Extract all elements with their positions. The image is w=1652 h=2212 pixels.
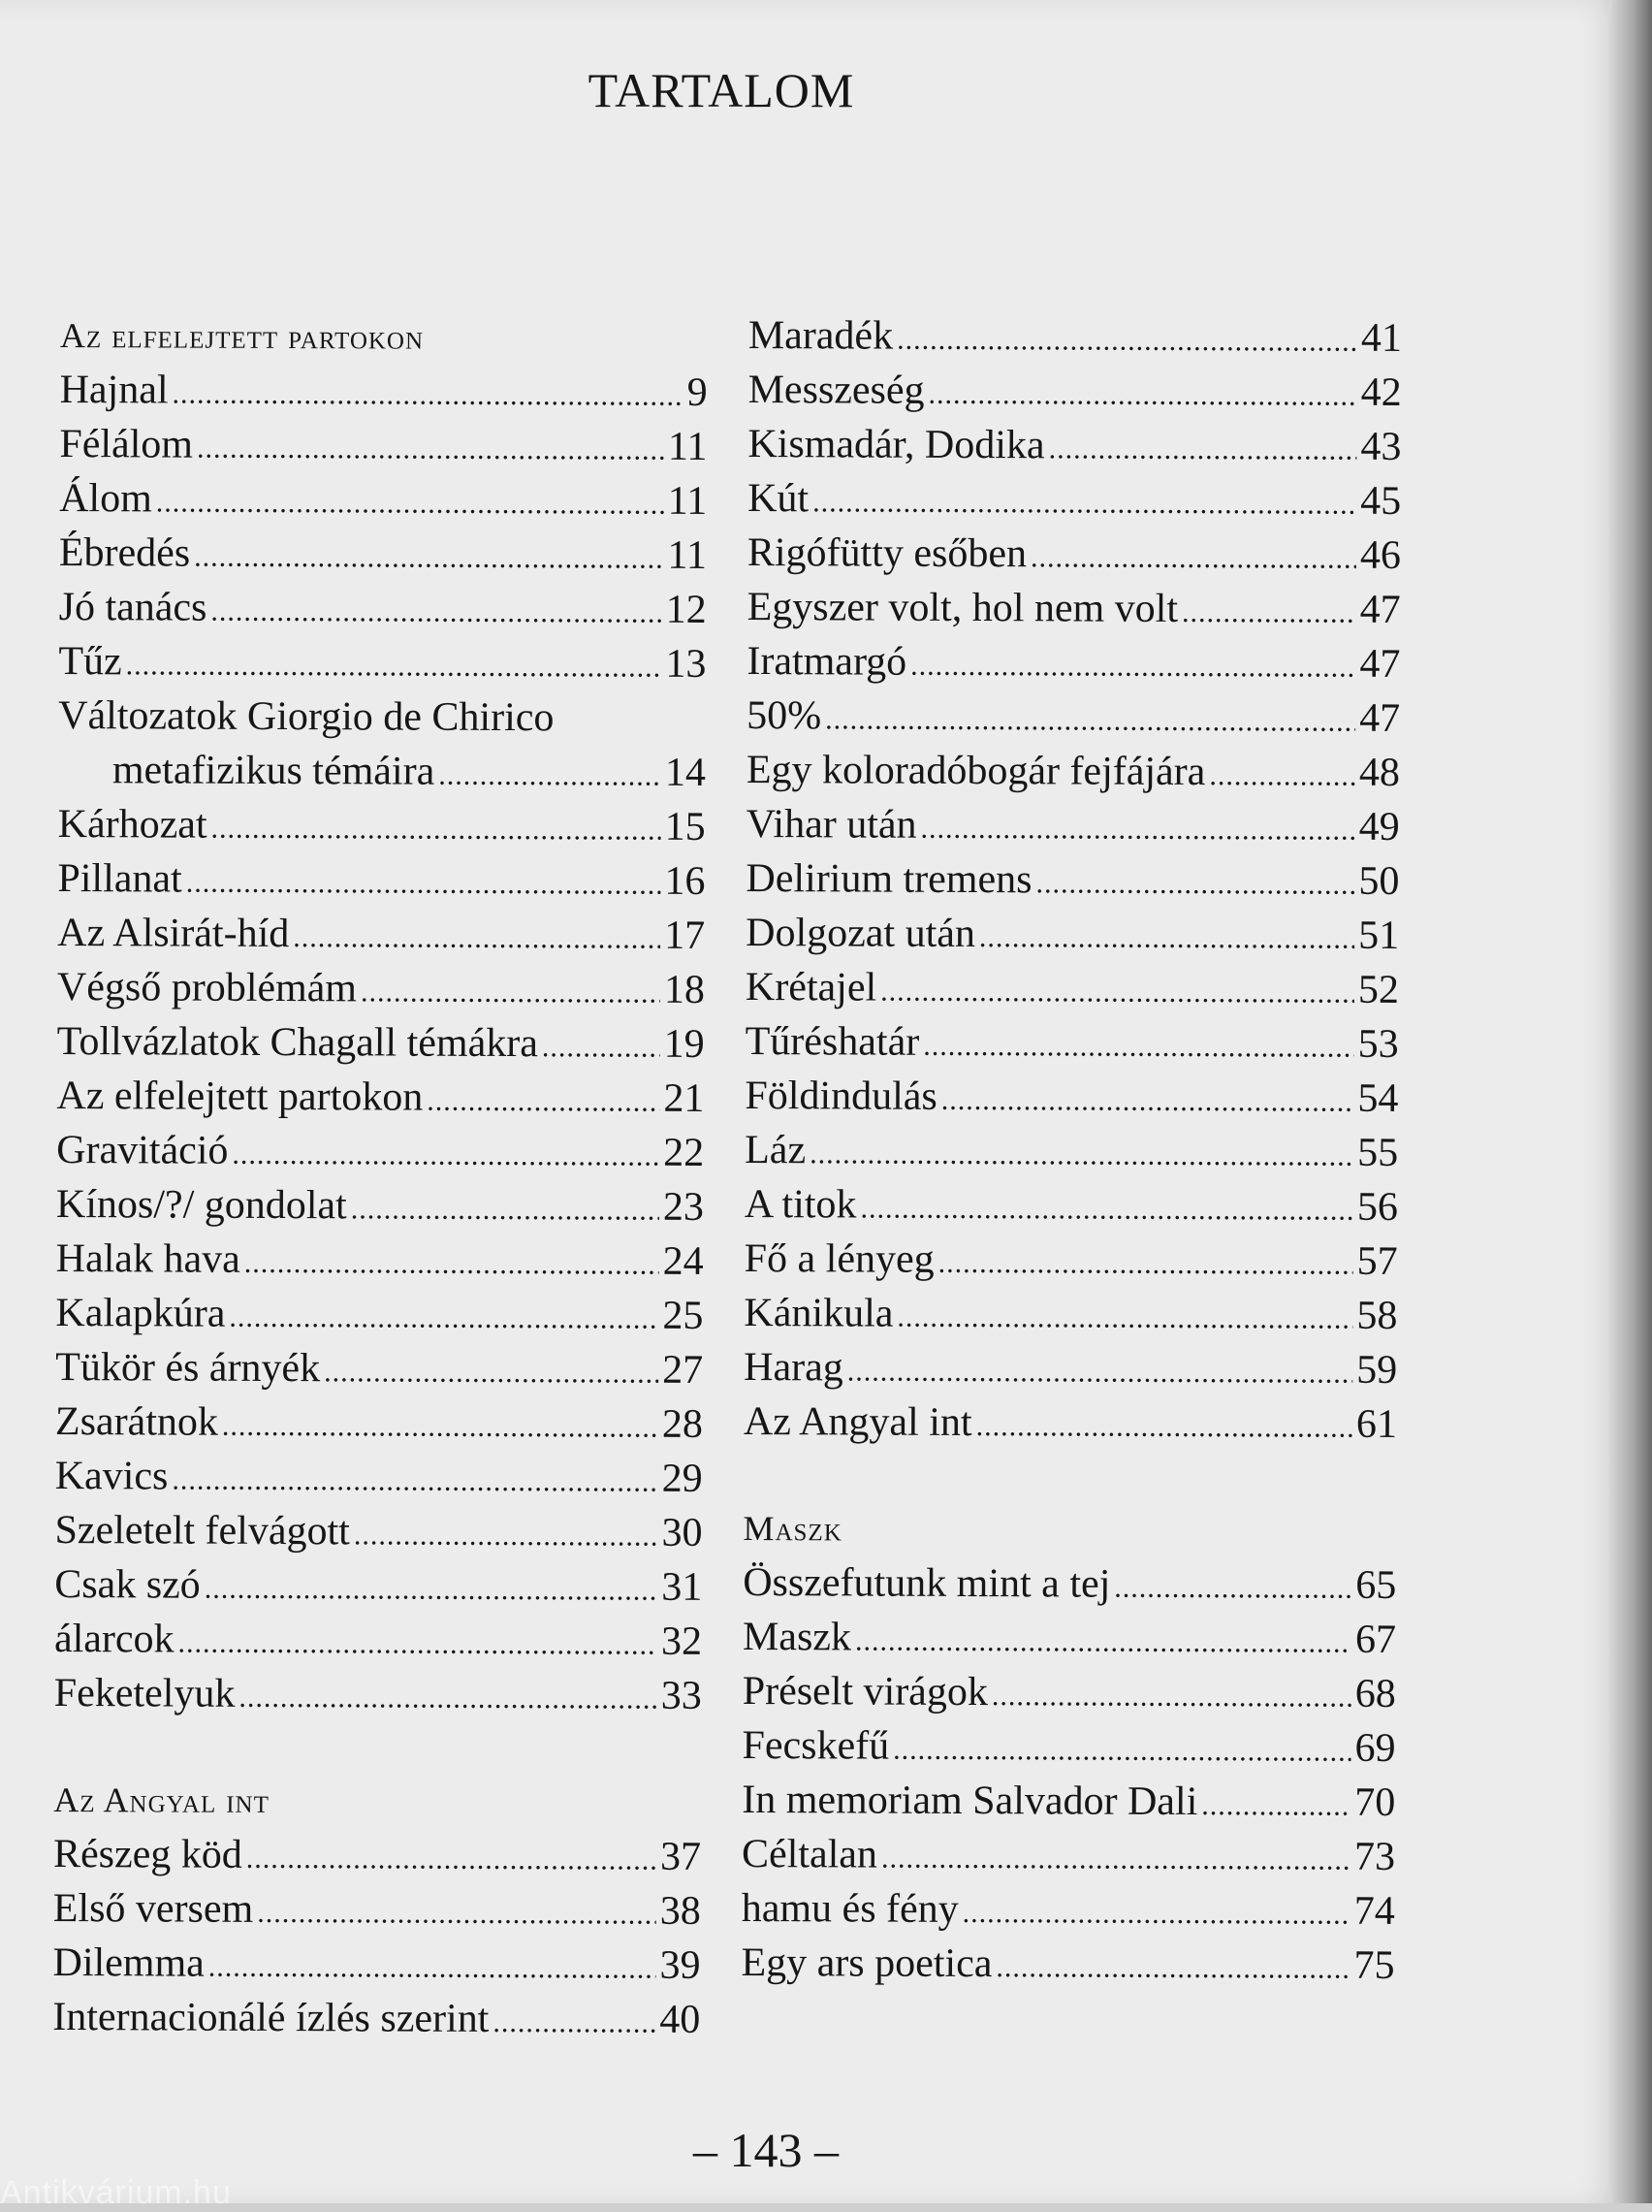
toc-entry [56,1232,704,1289]
toc-entry [59,526,707,583]
dot-leader [542,1020,660,1075]
toc-entry-page: 50 [1358,858,1400,904]
toc-entry [745,1177,1398,1234]
toc-entry-title: Tollvázlatok Chagall témákra [56,1018,539,1067]
toc-entry [747,743,1400,800]
dot-leader [246,1832,656,1888]
dot-leader [177,1617,657,1673]
toc-entry [55,1340,703,1397]
toc-entry-title: Az elfelejtett partokon [56,1073,424,1120]
toc-entry-title: Feketelyuk [53,1670,236,1716]
dot-leader [210,802,660,858]
toc-entry-title: Egy ars poetica [741,1940,993,1987]
toc-entry-title: Az Alsirát-híd [57,910,290,957]
toc-entry-page: 9 [686,369,708,415]
dot-leader [893,1723,1351,1779]
toc-entry [57,960,705,1017]
page-number: – 143 – [693,2123,839,2177]
toc-entry [747,634,1400,691]
toc-entry [747,417,1401,474]
toc-entry-title: Rigófütty esőben [747,529,1028,577]
toc-entry-page: 43 [1360,424,1402,469]
toc-entry-title: Maszk [742,1614,852,1660]
toc-entry-page: 31 [661,1564,703,1610]
dot-leader [855,1614,1351,1670]
toc-entry-page: 18 [663,967,706,1012]
toc-entry-page: 67 [1354,1617,1397,1662]
toc-entry-title: Kárhozat [57,801,207,848]
toc-entry [52,1990,700,2047]
toc-entry-page: 57 [1356,1238,1398,1284]
toc-entry [52,1936,700,1993]
toc-entry-page: 75 [1353,1942,1395,1988]
dot-leader [222,1399,658,1456]
toc-entry [53,1881,701,1939]
dot-leader [244,1236,659,1293]
toc-entry-page: 55 [1357,1130,1399,1175]
toc-entry [55,1395,703,1452]
toc-entry [54,1557,702,1615]
toc-entry-page: 56 [1356,1184,1399,1230]
toc-entry-page: 13 [665,641,707,687]
toc-entry [54,1503,702,1560]
toc-entry-page: 28 [661,1401,704,1447]
toc-entry [748,308,1402,366]
toc-entry-page: 11 [667,532,707,578]
toc-entry [53,1827,701,1884]
dot-leader [975,1399,1352,1456]
toc-entry [56,1069,704,1126]
toc-entry [743,1610,1396,1667]
toc-entry-title: Tűz [58,638,122,685]
toc-entry [745,1232,1398,1289]
dot-leader [1035,856,1354,912]
toc-entry [744,1286,1397,1343]
toc-entry [55,1286,703,1343]
toc-entry-title: Delirium tremens [746,855,1032,903]
toc-entry-page: 45 [1360,478,1402,524]
toc-entry-title: hamu és fény [741,1885,959,1932]
toc-entry-title: Maradék [747,312,894,359]
toc-entry [60,363,708,420]
dot-leader [172,1454,658,1510]
dot-leader [1182,586,1356,641]
toc-entry-page: 49 [1358,804,1400,850]
toc-entry-title: Álom [59,475,152,522]
dot-leader [1201,1779,1350,1834]
toc-entry-title: Préselt virágok [742,1668,988,1715]
dot-leader [847,1344,1353,1400]
dot-leader [897,1291,1352,1347]
toc-left-column [52,308,708,2047]
toc-entry-page: 69 [1354,1725,1396,1771]
dot-leader [205,1562,658,1619]
toc-entry-page: 42 [1360,369,1402,415]
toc-entry-title: Ébredés [58,529,191,576]
toc-entry-title: Pillanat [57,855,182,902]
toc-entry [56,1177,704,1234]
toc-entry-page: 70 [1354,1779,1396,1825]
dot-leader [963,1886,1350,1942]
toc-entry [59,471,707,529]
dot-leader [293,911,660,967]
toc-entry [745,1123,1398,1180]
toc-entry-page: 25 [662,1293,704,1338]
dot-leader [257,1886,656,1942]
dot-leader [194,530,664,587]
toc-entry-title: Csak szó [54,1561,201,1608]
toc-entry-page: 51 [1358,913,1400,958]
toc-entry-page: 47 [1359,641,1401,687]
toc-entry [746,851,1399,909]
toc-entry-page: 40 [659,1997,701,2042]
toc-entry-page: 24 [662,1238,704,1284]
toc-entry-title: Messzeség [747,367,925,413]
dot-leader [860,1182,1353,1238]
toc-entry-page: 52 [1357,967,1400,1012]
dot-leader [938,1236,1353,1293]
dot-leader [910,639,1355,695]
dot-leader [923,1019,1354,1075]
toc-entry-page: 48 [1358,750,1401,795]
toc-entry-title: Kánikula [744,1290,894,1336]
toc-entry-title: Dolgozat után [746,910,976,957]
toc-entry-title: Szeletelt felvágott [54,1507,350,1555]
toc-entry-page: 27 [662,1347,704,1393]
toc-entry-title: Fő a lényeg [744,1235,935,1282]
toc-entry-title: In memoriam Salvador Dali [742,1777,1198,1825]
dot-leader [238,1671,657,1727]
dot-leader [1048,422,1356,477]
toc-entry-page: 33 [660,1673,702,1718]
toc-entry-title: Földindulás [745,1073,937,1119]
dot-leader [156,475,664,531]
dot-leader [197,422,664,478]
toc-entry [54,1612,702,1669]
dot-leader [825,692,1355,749]
toc-entry-title: Kismadár, Dodika [747,421,1045,468]
dot-leader [880,965,1354,1021]
toc-entry-page: 47 [1359,587,1401,632]
toc-entry-title: Láz [745,1127,807,1173]
toc-entry-title: Összefutunk mint a tej [743,1559,1111,1607]
toc-entry [741,1936,1394,1993]
toc-entry [742,1881,1395,1939]
toc-entry-page: 16 [664,858,706,904]
toc-entry [747,471,1401,529]
toc-entry-title: Egy koloradóbogár fejfájára [746,747,1206,795]
toc-entry-title: Zsarátnok [54,1398,219,1445]
toc-entry-page: 53 [1357,1021,1399,1067]
toc-entry [57,1014,705,1072]
toc-entry-title: Fecskefű [742,1722,890,1769]
toc-entry [57,906,705,963]
toc-entry-title: Dilemma [52,1940,205,1986]
dot-leader [941,1074,1354,1130]
dot-leader [492,1996,655,2051]
toc-entry-title: Egyszer volt, hol nem volt [747,584,1179,631]
dot-leader [354,1508,658,1563]
toc-entry-title: Tűréshatár [745,1018,920,1065]
dot-leader [351,1182,659,1237]
toc-entry [743,1555,1396,1613]
toc-entry-title: Gravitáció [56,1127,229,1173]
toc-entry-title: Első versem [52,1885,254,1932]
toc-entry-page: 15 [664,804,706,850]
toc-entry [747,797,1400,854]
toc-entry-page: 46 [1359,532,1401,578]
dot-leader [1031,530,1356,586]
toc-entry-title: Kínos/?/ gondolat [55,1181,347,1229]
watermark: Antikvárium.hu [0,2174,232,2211]
section-heading: Az elfelejtett partokon [59,315,425,357]
toc-entry-page: 21 [663,1075,705,1121]
toc-entry-page: 11 [667,478,708,524]
dot-leader [324,1345,658,1401]
dot-leader [928,368,1356,424]
dot-leader [920,802,1354,858]
toc-entry-page: 22 [663,1130,705,1175]
toc-entry [746,960,1399,1017]
toc-entry-title: Céltalan [741,1831,878,1877]
toc-entry [58,797,706,854]
section-heading: Maszk [743,1508,842,1549]
dot-leader [897,313,1357,369]
toc-entry-title: Tükör és árnyék [55,1344,321,1392]
toc-entry-title: Az Angyal int [743,1398,972,1446]
toc-entry-page: 32 [660,1619,703,1664]
toc-entry-title: Részeg köd [52,1831,242,1877]
toc-entry-title: Kalapkúra [55,1290,226,1336]
toc-entry [747,526,1401,583]
toc-entry-page: 17 [664,913,706,958]
dot-leader [881,1832,1350,1888]
toc-entry-title: Változatok Giorgio de Chirico [58,692,555,741]
toc-entry-page: 47 [1359,695,1401,741]
toc-entry [742,1827,1395,1884]
toc-entry-page: 30 [661,1510,703,1555]
toc-entry-page: 23 [662,1184,705,1230]
dot-leader [210,585,661,641]
toc-entry-title: Kavics [54,1453,169,1499]
dot-leader [126,638,662,694]
toc-entry-title: Jó tanács [58,584,207,630]
dot-leader [208,1940,656,1997]
toc-right-column [741,308,1402,1993]
toc-entry-title: Kút [747,475,810,522]
toc-entry-page: 74 [1353,1888,1395,1934]
toc-entry [57,851,705,909]
dot-leader [172,368,683,424]
toc-entry [748,363,1402,420]
toc-entry [747,689,1400,746]
toc-entry-title: Iratmargó [747,638,907,685]
toc-entry-title: Vihar után [746,801,917,848]
toc-entry-page: 38 [659,1888,701,1934]
toc-entry [56,1123,704,1180]
toc-entry-page: 14 [664,750,707,795]
toc-entry [59,580,707,637]
toc-entry-page: 19 [663,1021,705,1067]
toc-entry [59,417,707,474]
toc-entry-title: Harag [744,1344,843,1391]
toc-entry [745,1069,1398,1126]
toc-entry [746,1014,1399,1072]
page-title: TARTALOM [588,63,855,117]
dot-leader [229,1291,658,1347]
dot-leader [186,856,661,913]
dot-leader [232,1128,659,1184]
toc-entry-page: 39 [659,1942,701,1988]
toc-entry-title: Krétajel [745,964,877,1010]
dot-leader [427,1074,659,1130]
section-heading: Az Angyal int [53,1779,270,1820]
toc-entry [742,1773,1395,1830]
dot-leader [996,1940,1350,1997]
toc-entry-title: Halak hava [55,1235,240,1282]
toc-entry [743,1664,1396,1721]
toc-entry [744,1395,1397,1452]
toc-entry-title: A titok [744,1181,857,1228]
toc-entry-page: 59 [1356,1347,1398,1393]
toc-entry-page: 73 [1353,1834,1396,1879]
toc-entry-title: Végső problémám [56,964,358,1011]
toc-entry-page: 11 [667,424,708,469]
toc-entry-page: 54 [1357,1075,1399,1121]
page-edge [1609,0,1652,2203]
toc-entry-title: álarcok [53,1616,175,1662]
toc-entry [742,1718,1395,1776]
toc-entry-page: 37 [659,1834,702,1879]
toc-entry-page: 61 [1355,1401,1398,1447]
dot-leader [810,1127,1353,1183]
toc-entry-title: 50% [747,692,822,739]
toc-entry-page: 65 [1355,1562,1397,1608]
dot-leader [361,965,660,1020]
toc-entry-title-continuation: metafizikus témáira [111,748,435,794]
toc-entry-title: Félálom [59,421,194,467]
toc-entry [58,743,706,800]
toc-entry [58,634,706,691]
toc-entry-page: 29 [661,1456,703,1501]
toc-entry-page: 58 [1356,1293,1398,1338]
toc-entry [747,580,1401,637]
dot-leader [1209,749,1355,804]
toc-entry [55,1449,703,1506]
dot-leader [812,475,1356,531]
toc-entry-page: 68 [1354,1671,1396,1716]
toc-entry [54,1666,702,1723]
dot-leader [992,1669,1351,1725]
toc-entry-page: 12 [665,587,707,632]
toc-entry [746,906,1399,963]
dot-leader [979,911,1354,967]
toc-entry-page: 41 [1360,315,1402,361]
toc-entry-title: Hajnal [59,367,169,413]
toc-entry-title: Internacionálé ízlés szerint [52,1994,490,2041]
dot-leader [1114,1561,1351,1617]
toc-entry [744,1340,1397,1397]
dot-leader [438,749,661,804]
